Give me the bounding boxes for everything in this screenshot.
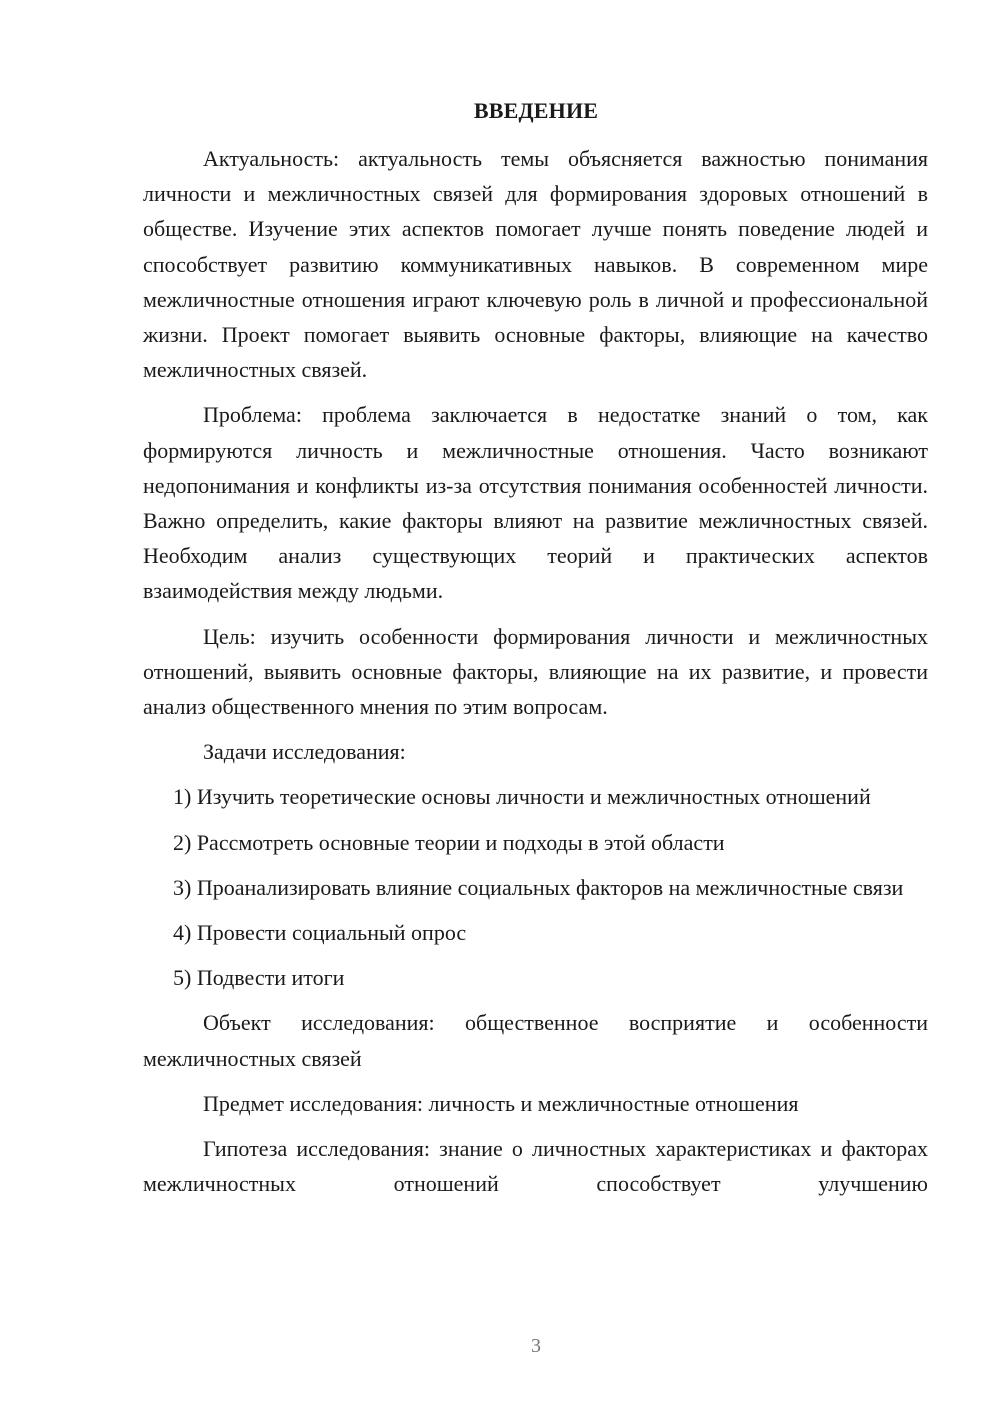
paragraph-object: Объект исследования: общественное восприятие и особенности межличностных связей xyxy=(143,1010,928,1071)
page-number: 3 xyxy=(531,1335,541,1357)
paragraph-problem: Проблема: проблема заключается в недостатке знаний о том, как формируются личность и межличностные отношения. Часто возникают недопонимания и конфликты из-за отсутствия понимания особенностей личности. Важно определить, какие факторы влияют на развитие межличностных связей. Необходим анализ существующих теорий и практических аспектов взаимодействия между людьми. xyxy=(143,402,928,604)
list-item: 3) Проанализировать влияние социальных факторов на межличностные связи xyxy=(173,874,904,900)
paragraph-tasks-heading: Задачи исследования: xyxy=(203,739,406,765)
list-item: 5) Подвести итоги xyxy=(173,965,345,991)
list-item: 1) Изучить теоретические основы личности и межличностных отношений xyxy=(173,784,871,810)
page-title: ВВЕДЕНИЕ xyxy=(473,98,599,123)
document-body xyxy=(143,141,928,1201)
paragraph-subject: Предмет исследования: личность и межличностные отношения xyxy=(203,1090,799,1116)
paragraph-goal: Цель: изучить особенности формирования личности и межличностных отношений, выявить основные факторы, влияющие на их развитие, и провести анализ общественного мнения по этим вопросам. xyxy=(143,623,928,720)
list-item: 2) Рассмотреть основные теории и подходы в этой области xyxy=(173,829,725,855)
paragraph-relevance: Актуальность: актуальность темы объясняется важностью понимания личности и межличностных связей для формирования здоровых отношений в обществе. Изучение этих аспектов помогает лучше понять поведение людей и способствует развитию коммуникативных навыков. В современном мире межличностные отношения играют ключевую роль в личной и профессиональной жизни. Проект помогает выявить основные факторы, влияющие на качество межличностных связей. xyxy=(143,146,928,383)
paragraph-hypothesis: Гипотеза исследования: знание о личностных характеристиках и факторах межличностных отношений способствует улучшению xyxy=(143,1136,928,1197)
list-item: 4) Провести социальный опрос xyxy=(173,920,467,946)
